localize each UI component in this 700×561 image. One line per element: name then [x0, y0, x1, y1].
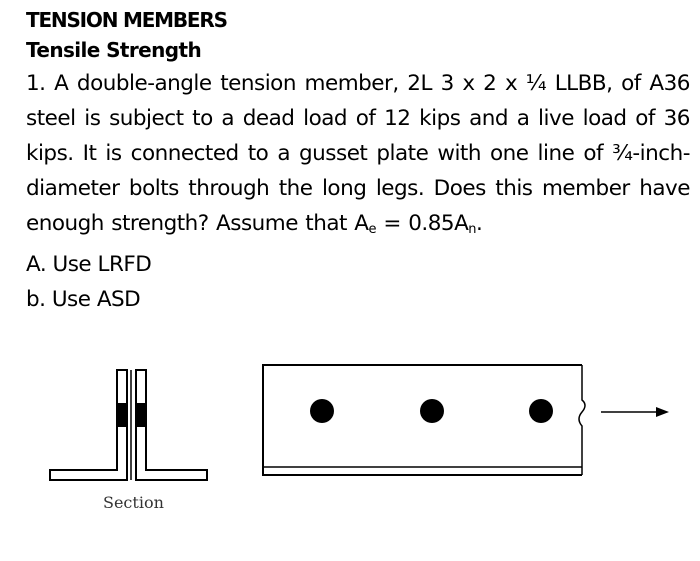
- equation-middle: = 0.85A: [376, 211, 469, 236]
- document: [26, 6, 690, 317]
- force-arrow-head: [656, 407, 669, 417]
- part-b: b. Use ASD: [26, 287, 141, 312]
- member-elevation: [263, 365, 669, 475]
- bolt-left-shank: [117, 404, 127, 426]
- bolt-hole-1: [310, 399, 334, 423]
- an-subscript: n: [468, 222, 477, 237]
- ae-subscript: e: [368, 222, 377, 237]
- problem-text: 1. A double-angle tension member, 2L 3 x 2 x ¼ LLBB, of A36 steel is subject to a dead load of 12 kips and a live load of 36 kips. It is connected to a gusset plate with one line of ¾-inch-diameter bolts through the long legs. Does this member have enough strength? Assume that: [26, 71, 690, 236]
- bolt-hole-2: [420, 399, 444, 423]
- page-title: TENSION MEMBERS: [26, 8, 227, 32]
- break-line: [579, 365, 585, 475]
- double-angle-section: [50, 370, 207, 480]
- ae-symbol: A: [354, 211, 369, 236]
- section-caption: Section: [103, 493, 164, 512]
- problem-statement: [26, 66, 690, 247]
- bolt-hole-3: [529, 399, 553, 423]
- bolt-right-shank: [136, 404, 146, 426]
- left-angle: [50, 370, 127, 480]
- equation-end: .: [476, 211, 483, 236]
- section-subtitle: Tensile Strength: [26, 38, 202, 62]
- part-a: A. Use LRFD: [26, 252, 152, 277]
